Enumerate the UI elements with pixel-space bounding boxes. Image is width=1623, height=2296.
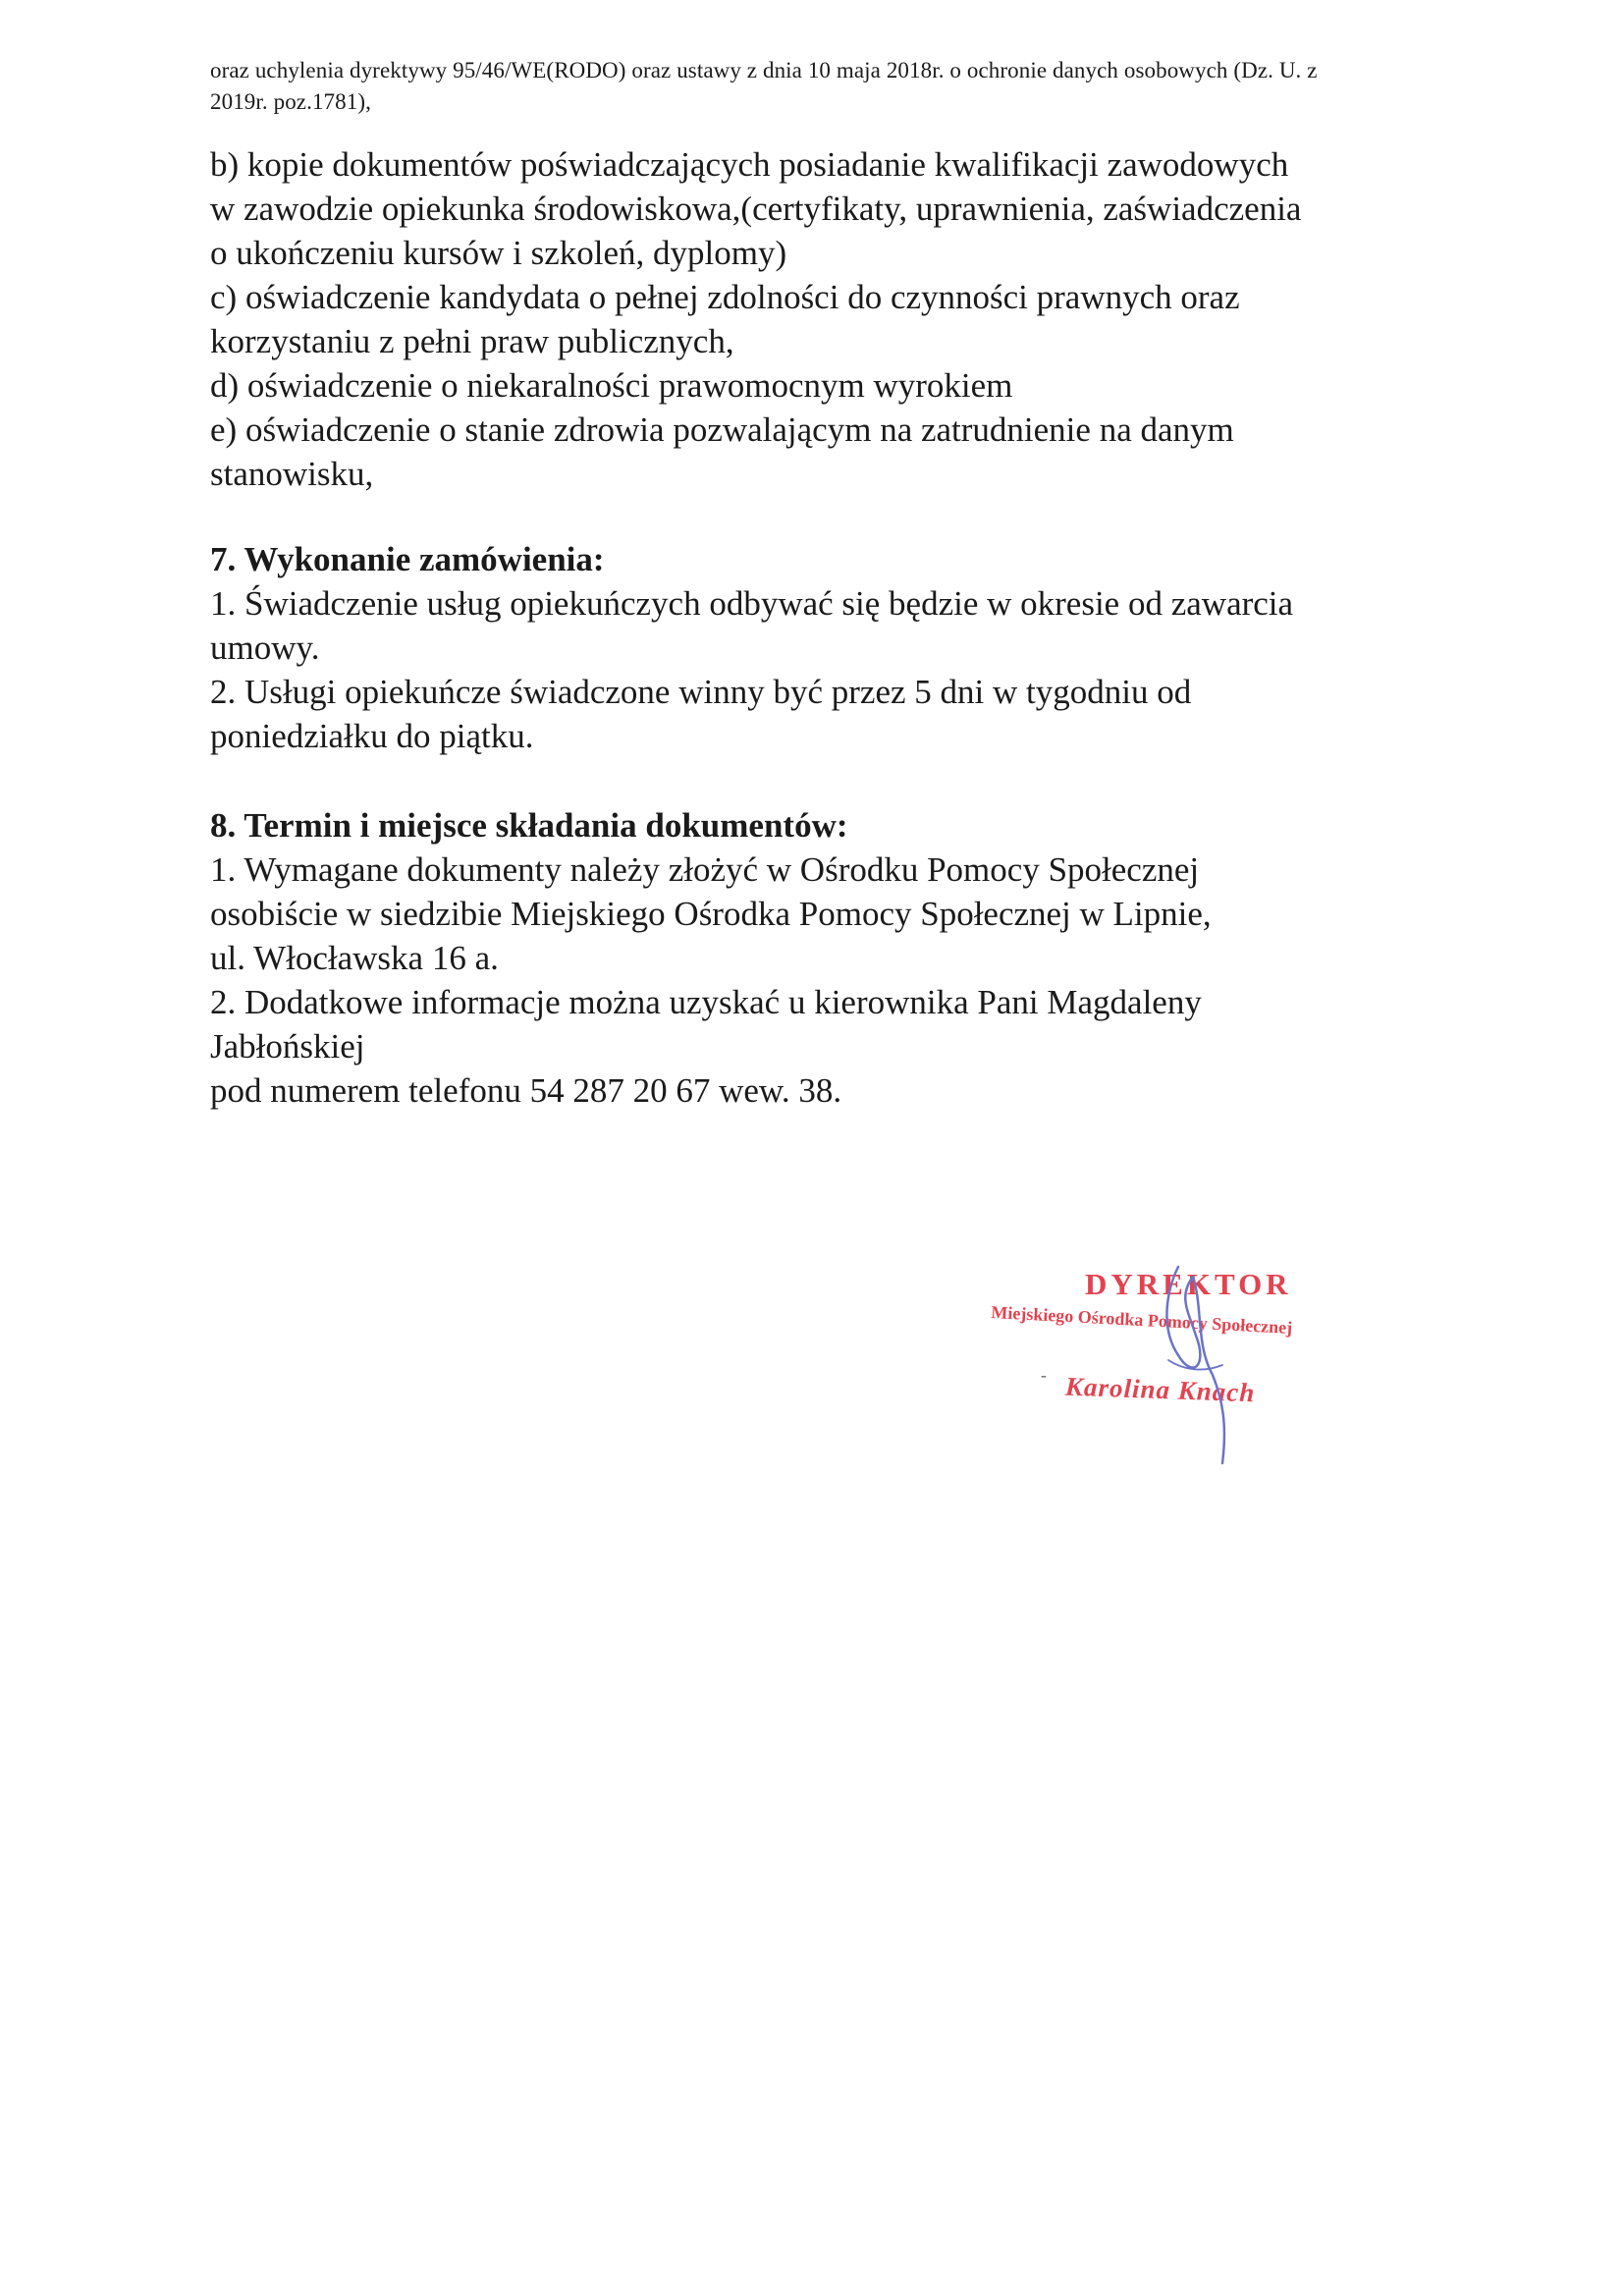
section-7-heading: 7. Wykonanie zamówienia: bbox=[210, 540, 605, 578]
section-8-line: pod numerem telefonu 54 287 20 67 wew. 38. bbox=[210, 1071, 842, 1110]
section-8-heading: 8. Termin i miejsce składania dokumentów: bbox=[210, 806, 848, 845]
section-8-line: 1. Wymagane dokumenty należy złożyć w Ośrodku Pomocy Społecznej bbox=[210, 850, 1200, 889]
section-7-line: poniedziałku do piątku. bbox=[210, 717, 534, 755]
director-stamp bbox=[982, 1267, 1375, 1463]
list-line: o ukończeniu kursów i szkoleń, dyplomy) bbox=[210, 234, 787, 272]
list-line: stanowisku, bbox=[210, 455, 374, 493]
list-line: korzystaniu z pełni praw publicznych, bbox=[210, 322, 734, 360]
list-line: d) oświadczenie o niekaralności prawomocnym wyrokiem bbox=[210, 366, 1013, 405]
stamp-subtitle: Miejskiego Ośrodka Pomocy Społecznej bbox=[990, 1302, 1293, 1339]
section-8 bbox=[210, 803, 1447, 1113]
stamp-name: Karolina Knach bbox=[1064, 1371, 1256, 1408]
intro-line: 2019r. poz.1781), bbox=[210, 89, 371, 114]
list-line: w zawodzie opiekunka środowiskowa,(certyfikaty, uprawnienia, zaświadczenia bbox=[210, 190, 1302, 228]
section-8-line: 2. Dodatkowe informacje można uzyskać u kierownika Pani Magdaleny bbox=[210, 983, 1202, 1021]
section-7-line: 2. Usługi opiekuńcze świadczone winny być przez 5 dni w tygodniu od bbox=[210, 673, 1192, 711]
section-8-line: osobiście w siedzibie Miejskiego Ośrodka Pomocy Społecznej w Lipnie, bbox=[210, 895, 1212, 933]
list-line: c) oświadczenie kandydata o pełnej zdolności do czynności prawnych oraz bbox=[210, 278, 1240, 316]
list-line: e) oświadczenie o stanie zdrowia pozwalającym na zatrudnienie na danym bbox=[210, 410, 1234, 449]
section-8-line: ul. Włocławska 16 a. bbox=[210, 939, 499, 977]
section-7-line: 1. Świadczenie usług opiekuńczych odbywać się będzie w okresie od zawarcia bbox=[210, 584, 1294, 623]
intro-paragraph bbox=[210, 55, 1418, 118]
stamp-dash: - bbox=[1041, 1365, 1047, 1385]
stamp-title: DYREKTOR bbox=[1085, 1267, 1292, 1301]
documents-list bbox=[210, 142, 1447, 496]
section-7 bbox=[210, 537, 1447, 758]
list-line: b) kopie dokumentów poświadczających posiadanie kwalifikacji zawodowych bbox=[210, 145, 1289, 184]
section-8-line: Jabłońskiej bbox=[210, 1027, 365, 1066]
intro-line: oraz uchylenia dyrektywy 95/46/WE(RODO) oraz ustawy z dnia 10 maja 2018r. o ochronie danych osobowych (Dz. U. z bbox=[210, 58, 1318, 82]
handwritten-signature bbox=[1021, 1257, 1316, 1473]
section-7-line: umowy. bbox=[210, 629, 320, 667]
